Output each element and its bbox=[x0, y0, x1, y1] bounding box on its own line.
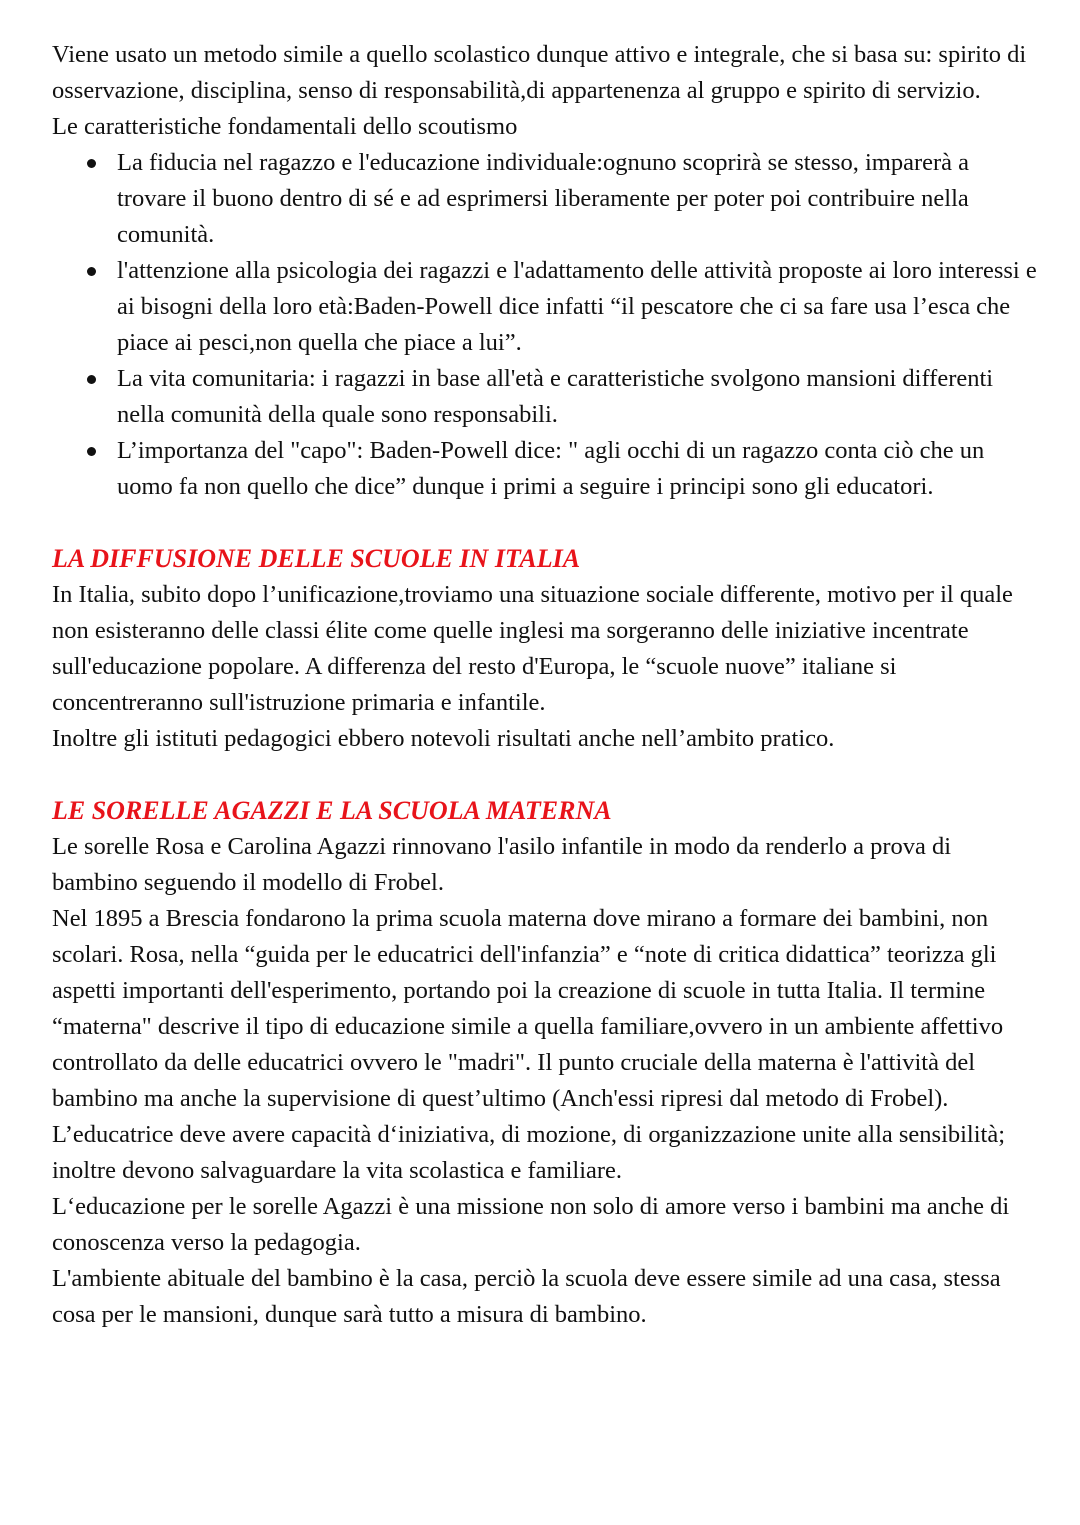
section-paragraph: L'ambiente abituale del bambino è la casa, perciò la scuola deve essere simile ad una casa, stessa cosa per le mansioni, dunque sarà tutto a misura di bambino. bbox=[52, 1265, 1001, 1328]
bullet-icon bbox=[87, 375, 96, 384]
bullet-icon bbox=[87, 159, 96, 168]
section-spacer bbox=[52, 505, 1040, 541]
section-paragraph: Nel 1895 a Brescia fondarono la prima scuola materna dove mirano a formare dei bambini, non scolari. Rosa, nella “guida per le educatrici dell'infanzia” e “note di critica didattica” teorizza gli aspetti importanti dell'esperimento, portando poi la creazione di scuole in tutta Italia. Il termine “materna" descrive il tipo di educazione simile a quella familiare,ovvero in un ambiente affettivo controllato da delle educatrici ovvero le "madri". Il punto cruciale della materna è l'attività del bambino ma anche la supervisione di quest’ultimo (Anch'essi ripresi dal metodo di Frobel). bbox=[52, 905, 1004, 1112]
list-item bbox=[117, 361, 1040, 433]
intro-paragraph: Viene usato un metodo simile a quello scolastico dunque attivo e integrale, che si basa su: spirito di osservazione, disciplina, senso di responsabilità,di appartenenza al gruppo e spirito di servizio. bbox=[52, 41, 1027, 104]
list-item-text: l'attenzione alla psicologia dei ragazzi e l'adattamento delle attività proposte ai loro interessi e ai bisogni della loro età:Baden-Powell dice infatti “il pescatore che ci sa fare usa l’esca che piace ai pesci,non quella che piace a lui”. bbox=[117, 257, 1037, 356]
section-spacer bbox=[52, 757, 1040, 793]
section-heading: LE SORELLE AGAZZI E LA SCUOLA MATERNA bbox=[52, 796, 612, 825]
intro-list-lead: Le caratteristiche fondamentali dello scoutismo bbox=[52, 113, 518, 140]
list-item-text: La fiducia nel ragazzo e l'educazione individuale:ognuno scoprirà se stesso, imparerà a trovare il buono dentro di sé e ad esprimersi liberamente per poter poi contribuire nella comunità. bbox=[117, 149, 970, 248]
section-heading: LA DIFFUSIONE DELLE SCUOLE IN ITALIA bbox=[52, 544, 581, 573]
list-item-text: L’importanza del "capo": Baden-Powell dice: " agli occhi di un ragazzo conta ciò che un uomo fa non quello che dice” dunque i primi a seguire i principi sono gli educatori. bbox=[117, 437, 985, 500]
list-item bbox=[117, 253, 1040, 361]
section-paragraph: In Italia, subito dopo l’unificazione,troviamo una situazione sociale differente, motivo per il quale non esisteranno delle classi élite come quelle inglesi ma sorgeranno delle iniziative incentrate sull'educazione popolare. A differenza del resto d'Europa, le “scuole nuove” italiane si concentreranno sull'istruzione primaria e infantile. bbox=[52, 581, 1013, 716]
section-paragraph: L‘educazione per le sorelle Agazzi è una missione non solo di amore verso i bambini ma anche di conoscenza verso la pedagogia. bbox=[52, 1193, 1010, 1256]
section-paragraph: Inoltre gli istituti pedagogici ebbero notevoli risultati anche nell’ambito pratico. bbox=[52, 725, 835, 752]
bullet-icon bbox=[87, 267, 96, 276]
list-item bbox=[117, 145, 1040, 253]
list-item-text: La vita comunitaria: i ragazzi in base all'età e caratteristiche svolgono mansioni differenti nella comunità della quale sono responsabili. bbox=[117, 365, 994, 428]
list-item bbox=[117, 433, 1040, 505]
section-sorelle-agazzi bbox=[52, 793, 1040, 1333]
bullet-icon bbox=[87, 447, 96, 456]
scouting-characteristics-list bbox=[52, 145, 1040, 505]
section-paragraph: Le sorelle Rosa e Carolina Agazzi rinnovano l'asilo infantile in modo da renderlo a prova di bambino seguendo il modello di Frobel. bbox=[52, 833, 952, 896]
section-diffusione-scuole bbox=[52, 541, 1040, 757]
section-paragraph: L’educatrice deve avere capacità d‘iniziativa, di mozione, di organizzazione unite alla sensibilità; inoltre devono salvaguardare la vita scolastica e familiare. bbox=[52, 1121, 1006, 1184]
